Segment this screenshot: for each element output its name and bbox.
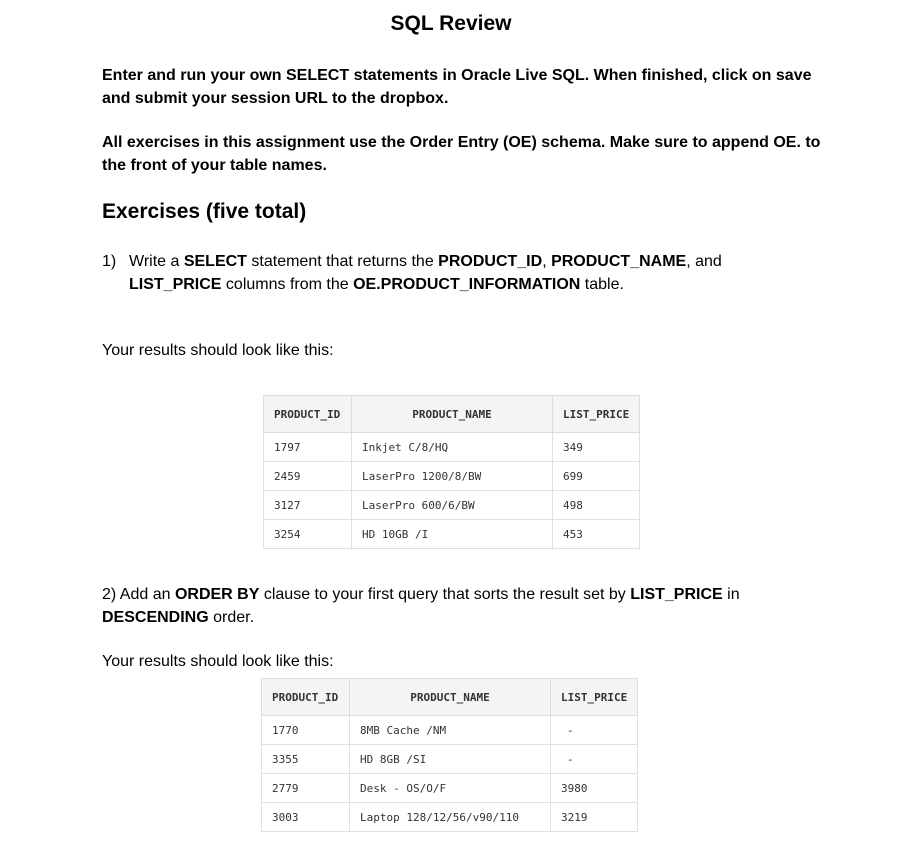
table-header-row — [264, 396, 640, 433]
table-row — [264, 520, 640, 549]
table-cell: Desk - OS/O/F — [350, 774, 551, 803]
schema-note-paragraph: All exercises in this assignment use the Order Entry (OE) schema. Make sure to append OE. to the front of your table names. — [102, 134, 821, 174]
results-note-1: Your results should look like this: — [102, 342, 334, 359]
intro-paragraph: Enter and run your own SELECT statements in Oracle Live SQL. When finished, click on save and submit your session URL to the dropbox. — [102, 67, 812, 107]
table-cell: 1797 — [264, 433, 352, 462]
table-row — [262, 716, 638, 745]
table-row — [262, 803, 638, 832]
table-cell: 3355 — [262, 745, 350, 774]
table-cell: LaserPro 600/6/BW — [352, 491, 553, 520]
result-table-1 — [263, 395, 641, 541]
column-header: PRODUCT_ID — [262, 679, 350, 716]
column-header: LIST_PRICE — [551, 679, 638, 716]
table-cell: HD 8GB /SI — [350, 745, 551, 774]
exercise-1-number: 1) — [102, 253, 117, 270]
table-row — [262, 774, 638, 803]
page-title: SQL Review — [390, 12, 512, 35]
table-cell: 3127 — [264, 491, 352, 520]
table-cell: LaserPro 1200/8/BW — [352, 462, 553, 491]
table-cell: HD 10GB /I — [352, 520, 553, 549]
table-row — [264, 433, 640, 462]
exercise-1 — [102, 250, 782, 296]
table-row — [262, 745, 638, 774]
table-cell: 498 — [553, 491, 640, 520]
table-cell: 8MB Cache /NM — [350, 716, 551, 745]
table-cell: 2459 — [264, 462, 352, 491]
table-cell: 3219 — [551, 803, 638, 832]
table-cell: - — [551, 745, 638, 774]
exercise-1-text: Write a SELECT statement that returns the PRODUCT_ID, PRODUCT_NAME, and LIST_PRICE columns from the OE.PRODUCT_INFORMATION table. — [129, 253, 722, 293]
table-cell: 3003 — [262, 803, 350, 832]
table-cell: 453 — [553, 520, 640, 549]
exercise-2-text: 2) Add an ORDER BY clause to your first query that sorts the result set by LIST_PRICE in DESCENDING order. — [102, 586, 740, 626]
table-cell: 3254 — [264, 520, 352, 549]
table-row — [264, 462, 640, 491]
table-cell: 3980 — [551, 774, 638, 803]
column-header: PRODUCT_ID — [264, 396, 352, 433]
exercises-heading: Exercises (five total) — [102, 200, 307, 223]
table-cell: - — [551, 716, 638, 745]
column-header: LIST_PRICE — [553, 396, 640, 433]
table-cell: 699 — [553, 462, 640, 491]
table-cell: Inkjet C/8/HQ — [352, 433, 553, 462]
column-header: PRODUCT_NAME — [350, 679, 551, 716]
result-table-2 — [261, 678, 639, 824]
table-header-row — [262, 679, 638, 716]
column-header: PRODUCT_NAME — [352, 396, 553, 433]
table-cell: Laptop 128/12/56/v90/110 — [350, 803, 551, 832]
table-cell: 1770 — [262, 716, 350, 745]
table-cell: 2779 — [262, 774, 350, 803]
table-row — [264, 491, 640, 520]
table-cell: 349 — [553, 433, 640, 462]
results-note-2: Your results should look like this: — [102, 653, 334, 670]
